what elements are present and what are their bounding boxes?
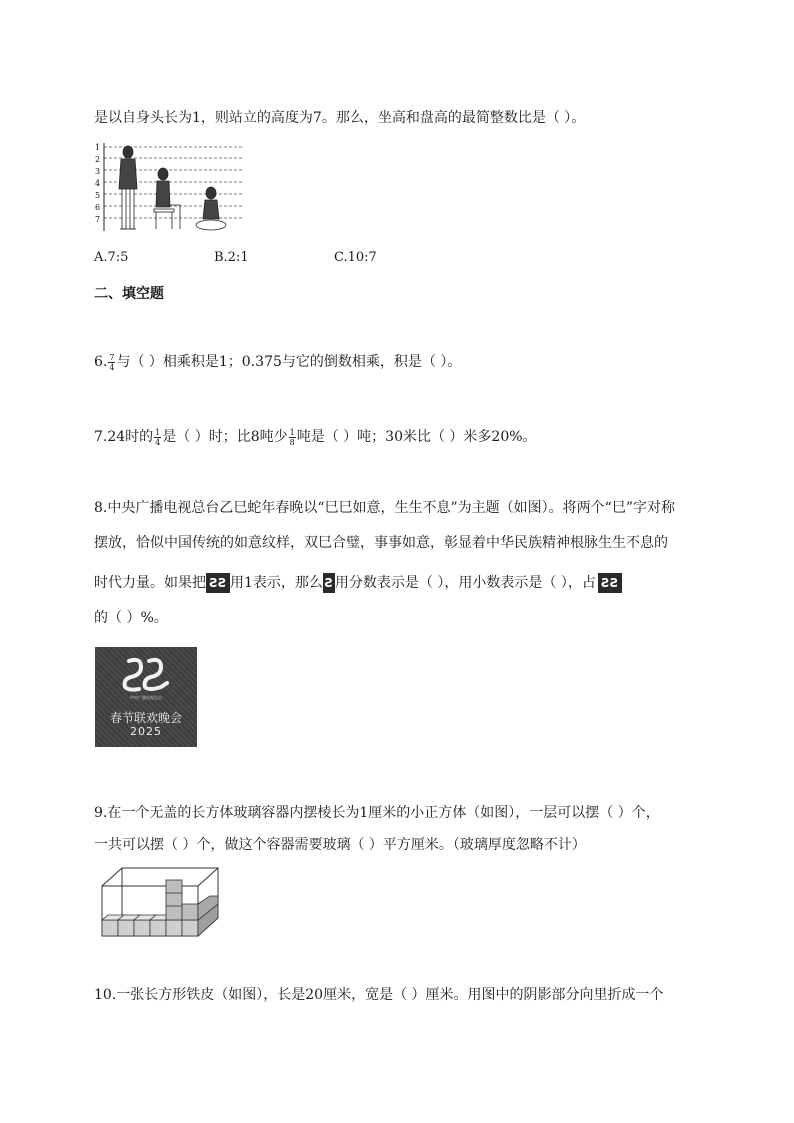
fraction-numerator: 1	[155, 427, 161, 437]
ruler-number: 5	[95, 191, 101, 200]
q9-line2: 一共可以摆（ ）个，做这个容器需要玻璃（ ）平方厘米。（玻璃厚度忽略不计）	[94, 837, 586, 853]
q8-line2: 摆放，恰似中国传统的如意纹样，双巳合璧，事事如意，彰显着中华民族精神根脉生生不息的	[94, 535, 668, 551]
q9-line1: 9.在一个无盖的长方体玻璃容器内摆棱长为1厘米的小正方体（如图），一层可以摆（ ）个，	[94, 805, 660, 821]
ruler-number: 2	[95, 155, 101, 164]
q10-line1: 10.一张长方形铁皮（如图），长是20厘米，宽是（ ）厘米。用图中的阴影部分向里折成一个	[94, 987, 664, 1003]
q8-line3-c: 用分数表示是（ ），用小数表示是（ ），占	[334, 575, 596, 591]
q8-line1: 8.中央广播电视总台乙巳蛇年春晚以“巳巳如意，生生不息”为主题（如图）。将两个“巳”字对称	[94, 500, 675, 516]
q7-part3: 吨是（ ）吨；30米比（ ）米多20%。	[296, 429, 537, 445]
fraction-numerator: 1	[289, 427, 295, 437]
q8-line4: 的（ ）%。	[94, 610, 168, 626]
ruler-number: 6	[95, 203, 101, 212]
q7-part1: 7.24时的	[94, 429, 154, 445]
gala-logo-image	[95, 647, 197, 747]
double-si-logo-icon	[121, 655, 171, 693]
q5-stem: 是以自身头长为1，则站立的高度为7。那么，坐高和盘高的最简整数比是（ ）。	[94, 110, 586, 126]
option-c[interactable]: C.10:7	[334, 250, 377, 265]
logo-organizer: 中央广播电视总台	[130, 695, 162, 700]
fraction	[289, 428, 296, 447]
posture-figure	[94, 141, 244, 233]
section-title: 二、填空题	[94, 286, 164, 302]
ruler-number: 4	[95, 179, 101, 188]
standing-person	[119, 146, 137, 229]
logo-year: 2025	[130, 725, 162, 738]
q6-text: 与（ ）相乘积是1；0.375与它的倒数相乘，积是（ ）。	[116, 354, 462, 370]
q8-line3-a: 时代力量。如果把	[94, 575, 206, 591]
fraction-denominator: 4	[109, 362, 115, 372]
fraction-denominator: 8	[289, 437, 295, 447]
double-si-icon: ƧƧ	[206, 573, 230, 593]
option-a[interactable]: A.7:5	[94, 250, 129, 265]
seated-person	[154, 168, 180, 229]
ruler-number: 1	[95, 143, 101, 152]
fraction-numerator: 7	[109, 352, 115, 362]
ruler-number: 3	[95, 167, 101, 176]
q8-line3	[94, 573, 622, 593]
q6	[94, 352, 461, 372]
q7	[94, 427, 537, 447]
logo-title: 春节联欢晚会	[109, 711, 182, 725]
fraction	[154, 428, 161, 447]
q6-prefix: 6.	[94, 354, 108, 370]
cross-legged-person	[196, 187, 226, 230]
fraction-denominator: 4	[155, 437, 161, 447]
ruler-number: 7	[95, 215, 101, 224]
single-si-icon: Ƨ	[323, 573, 335, 593]
option-b[interactable]: B.2:1	[214, 250, 249, 265]
q7-part2: 是（ ）时；比8吨少	[162, 429, 288, 445]
glass-container-figure	[100, 866, 222, 940]
q8-line3-b: 用1表示，那么	[230, 575, 323, 591]
fraction	[108, 353, 115, 372]
double-si-icon: ƧƧ	[598, 573, 622, 593]
